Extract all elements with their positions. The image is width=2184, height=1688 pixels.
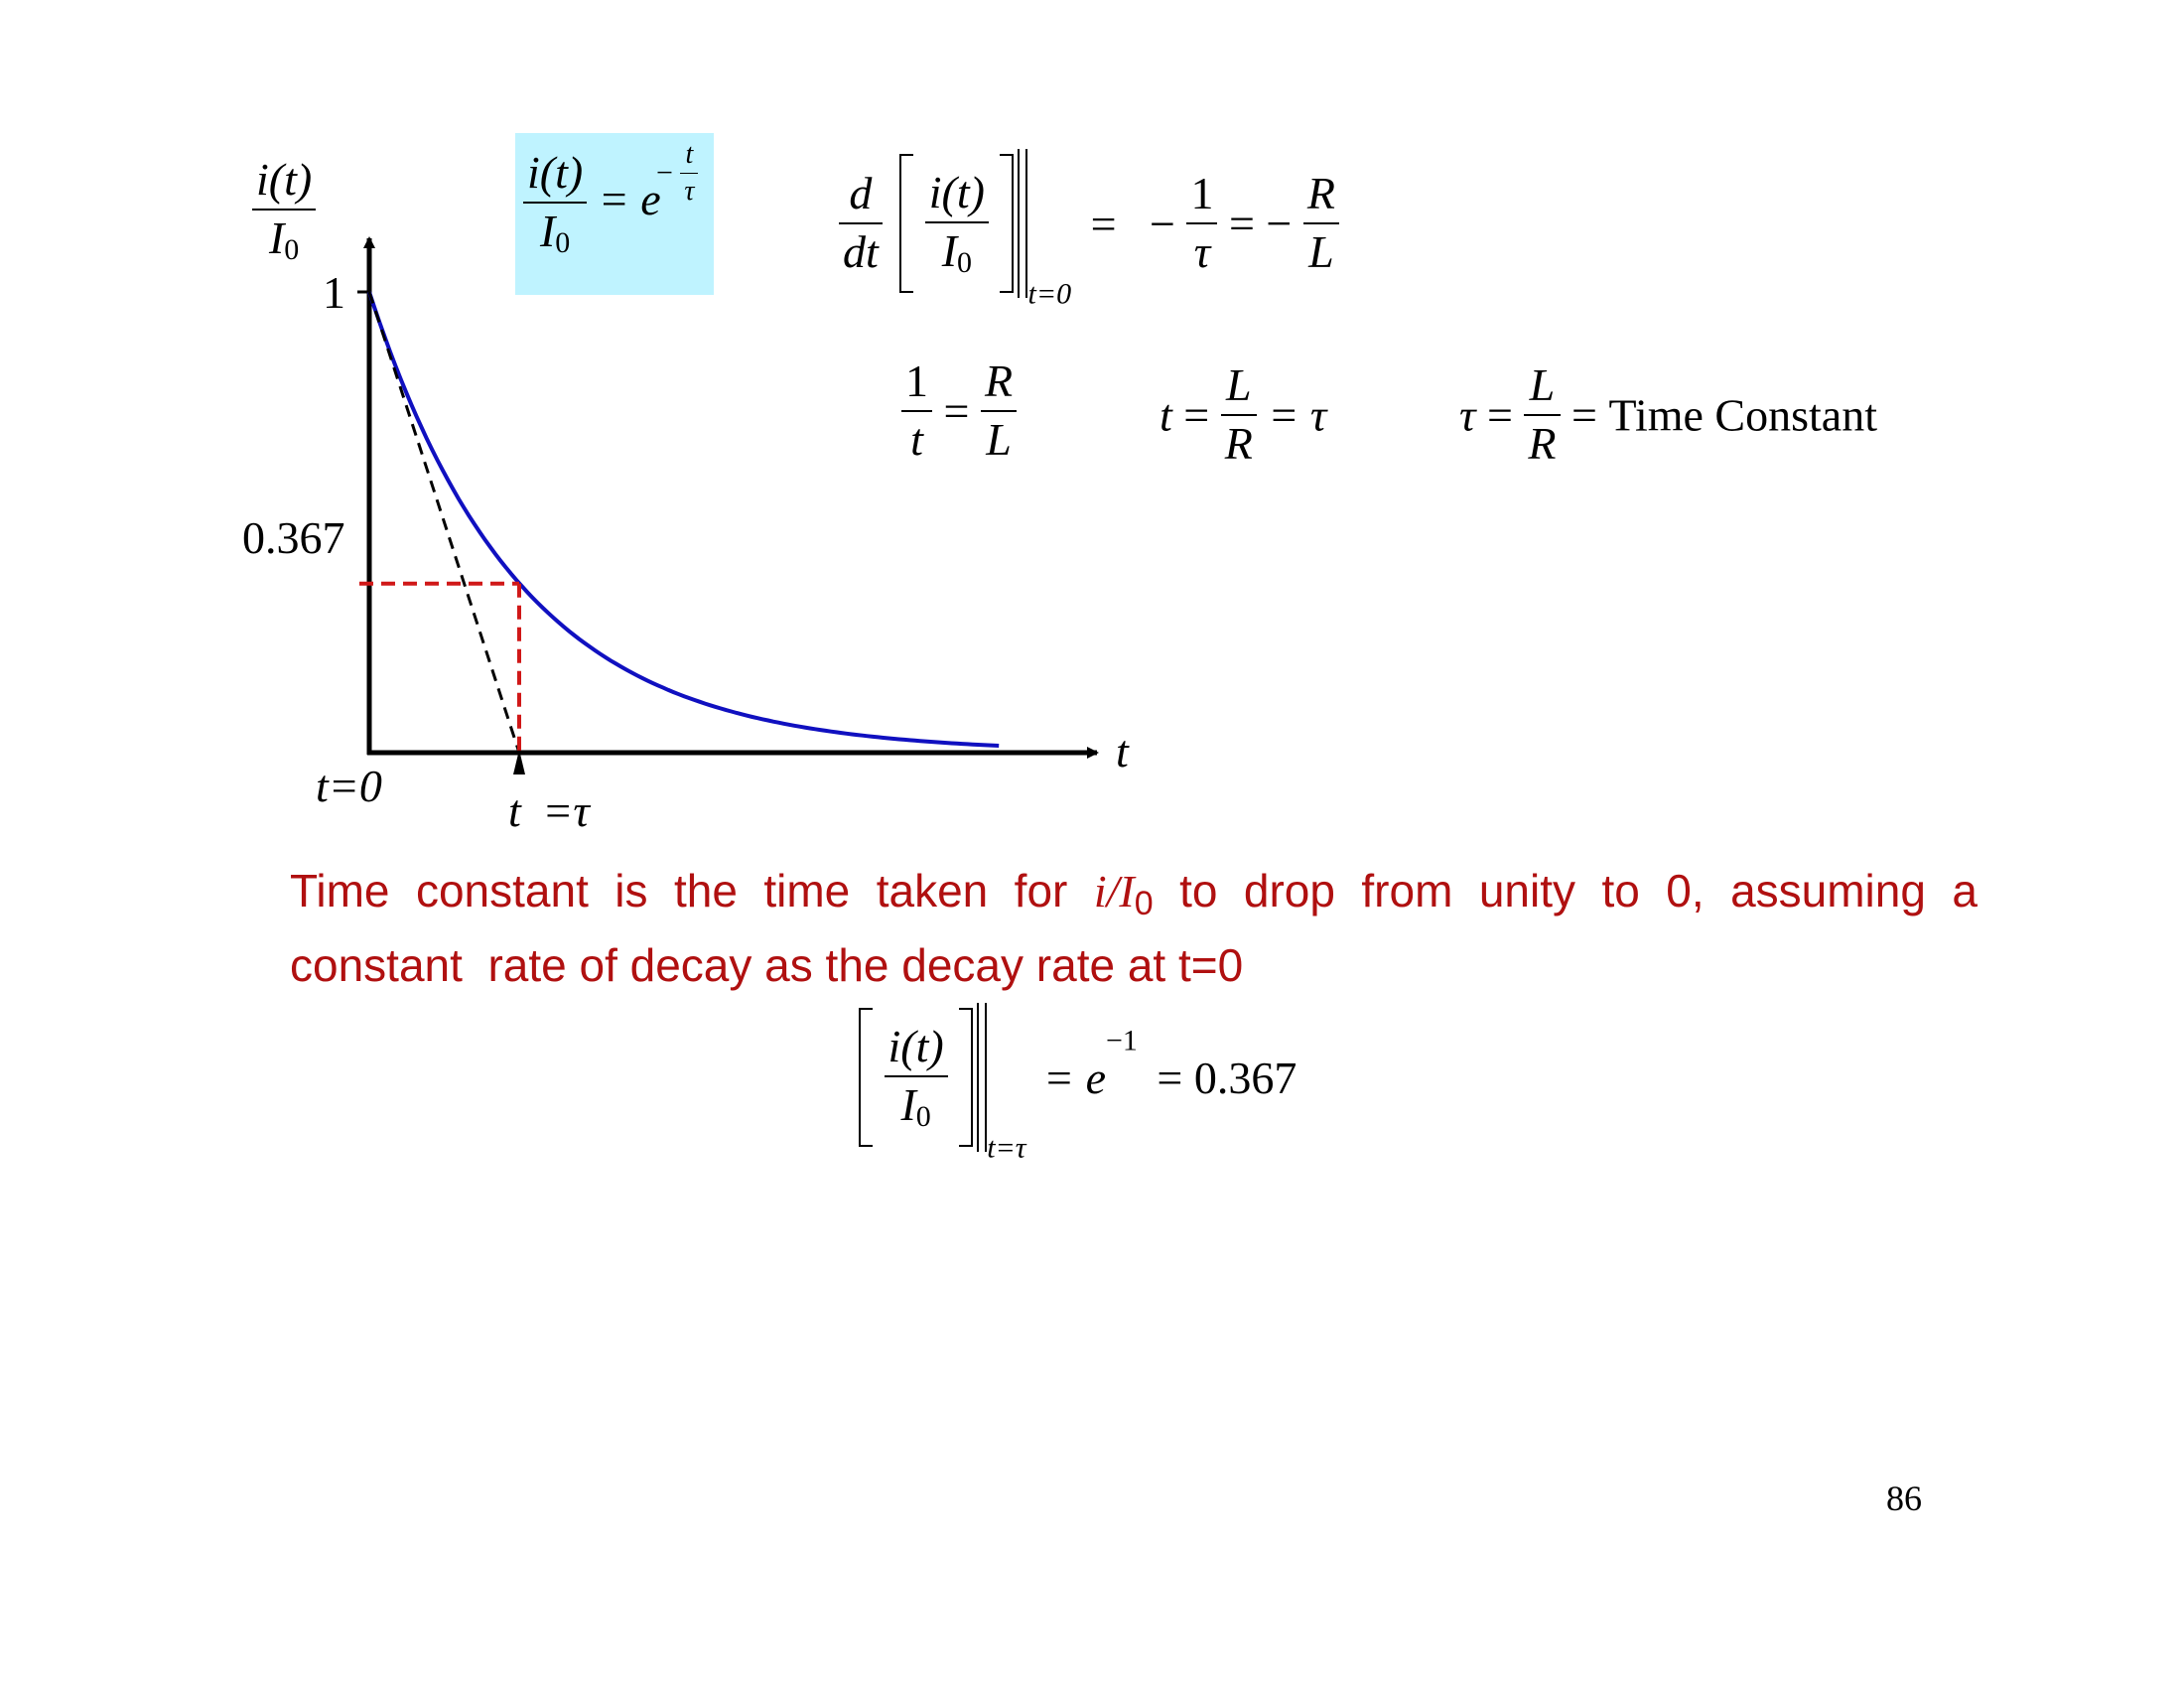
y-label-sub: 0 xyxy=(284,232,300,266)
description-line-1: Time constant is the time taken for i/I0 to drop from unity to 0, assuming a xyxy=(290,865,1978,922)
exponential-equation: $\frac{i(t)}{I0}$ = e − $\frac{t}{\tau}$ xyxy=(515,133,714,295)
equation-t-equals-tau: t = $\frac{L}{R}$ = τ xyxy=(1160,359,1327,469)
t-zero-label: t=0 xyxy=(316,761,382,811)
tick-0367-label: 0.367 xyxy=(242,512,345,563)
description-line-2: constant rate of decay as the decay rate at t=0 xyxy=(290,939,1244,991)
evaluation-at-tau-equation: $\frac{i(t)}{I0}$ $_{t=\tau} = e^{-1} = 0.367$ xyxy=(859,1003,1297,1166)
page-number: 86 xyxy=(1886,1478,1922,1518)
y-label-denominator: I xyxy=(268,211,285,263)
derivative-equation: $\frac{d}{dt}$ $\frac{i(t)}{I0}$ $_{t=0}$ = − $\frac{1}{\tau}$ = − $\frac{R}{L}$ xyxy=(839,149,1339,312)
y-axis-label xyxy=(252,154,316,267)
y-label-numerator: i(t) xyxy=(252,154,316,211)
tick-1-label: 1 xyxy=(323,267,345,318)
x-axis-label: t xyxy=(1116,726,1129,776)
equation-time-constant: τ = $\frac{L}{R}$ = Time Constant xyxy=(1459,359,1877,469)
equation-one-over-t: $\frac{1}{t}$ = $\frac{R}{L}$ xyxy=(901,355,1017,467)
time-constant-description xyxy=(290,860,1978,996)
t-tau-label: t =τ xyxy=(508,785,590,836)
